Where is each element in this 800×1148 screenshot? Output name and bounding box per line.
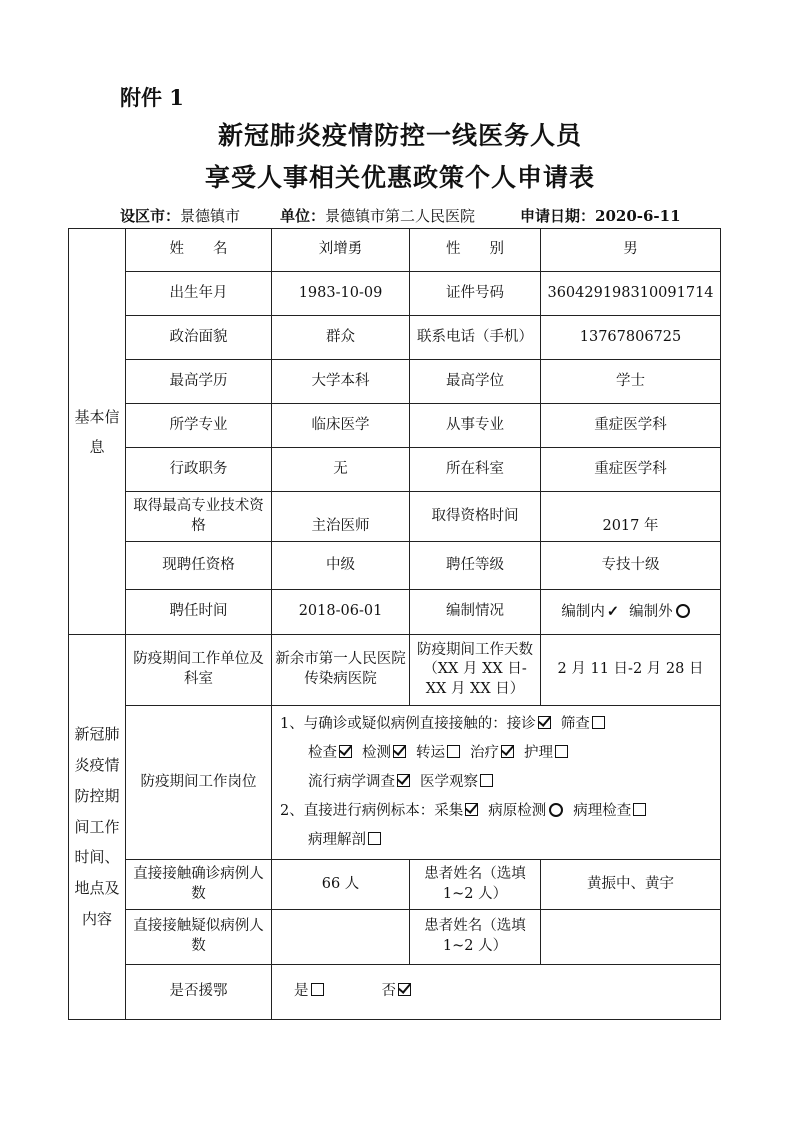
id-label: 证件号码 [410,272,541,316]
opt-yixue: 医学观察 [420,774,478,790]
opt-huli: 护理 [524,745,553,761]
attachment-label: 附件 1 [120,85,184,110]
work-major-value: 重症医学科 [541,404,721,448]
opt-caiji: 采集 [434,803,464,819]
grade-label: 聘任等级 [410,542,541,590]
checkbox-checked-icon [339,745,352,758]
hire-time-label: 聘任时间 [126,590,272,635]
opt-jiepou: 病理解剖 [308,832,366,848]
confirmed-label: 直接接触确诊病例人数 [126,860,272,910]
qual-time-label: 取得资格时间 [410,492,541,542]
checkbox-checked-icon [398,983,411,996]
epidemic-post-label: 防疫期间工作岗位 [126,706,272,860]
post-line4-prefix: 2、直接进行病例标本： [280,803,435,819]
dept-value: 重症医学科 [541,448,721,492]
checkbox-icon [480,774,493,787]
education-label: 最高学历 [126,360,272,404]
checkbox-checked-icon [538,716,551,729]
date-label: 申请日期： [520,207,596,225]
epidemic-post-options [272,706,721,860]
checkbox-icon [311,983,324,996]
checkbox-icon [555,745,568,758]
qual-time-value: 2017 年 [541,492,721,542]
staffing-out-label: 编制外 [629,603,673,620]
form-title-line2: 享受人事相关优惠政策个人申请表 [204,163,595,192]
suspected-patient-label: 患者姓名（选填 1~2 人） [410,910,541,965]
checkbox-checked-icon [397,774,410,787]
date-value: 2020-6-11 [595,207,681,225]
checkbox-checked-icon [393,745,406,758]
phone-value: 13767806725 [541,316,721,360]
staffing-value [541,590,721,635]
hubei-label: 是否援鄂 [126,965,272,1020]
qual-value: 主治医师 [272,492,410,542]
form-title-line1: 新冠肺炎疫情防控一线医务人员 [217,121,582,150]
opt-bingyuan: 病原检测 [488,803,547,819]
major-label: 所学专业 [126,404,272,448]
yes-label: 是 [294,983,309,1000]
admin-value: 无 [272,448,410,492]
unit-value: 景德镇市第二人民医院 [325,207,476,225]
checkbox-icon [447,745,460,758]
opt-jiancha: 检查 [308,745,337,761]
confirmed-value: 66 人 [272,860,410,910]
filled-circle-icon [676,604,690,618]
opt-bingli: 病理检查 [573,803,632,819]
opt-zhiliao: 治疗 [470,745,499,761]
hire-time-value: 2018-06-01 [272,590,410,635]
confirmed-patients-value: 黄振中、黄宇 [541,860,721,910]
staffing-in-label: 编制内 [561,603,605,620]
degree-label: 最高学位 [410,360,541,404]
checkbox-icon [368,832,381,845]
epidemic-days-value: 2 月 11 日-2 月 28 日 [541,635,721,706]
suspected-label: 直接接触疑似病例人数 [126,910,272,965]
opt-shaicha: 筛查 [560,716,590,732]
checkbox-checked-icon [465,803,478,816]
major-value: 临床医学 [272,404,410,448]
epidemic-unit-label: 防疫期间工作单位及科室 [126,635,272,706]
education-value: 大学本科 [272,360,410,404]
application-form [68,228,721,1020]
grade-value: 专技十级 [541,542,721,590]
opt-jiance: 检测 [362,745,391,761]
name-value: 刘增勇 [272,229,410,272]
staffing-label: 编制情况 [410,590,541,635]
dept-label: 所在科室 [410,448,541,492]
district-value: 景德镇市 [180,207,241,225]
gender-label: 性 别 [410,229,541,272]
name-label: 姓 名 [126,229,272,272]
qual-label: 取得最高专业技术资格 [126,492,272,542]
suspected-value [272,910,410,965]
opt-jiezhen: 接诊 [506,716,536,732]
checkbox-checked-icon [501,745,514,758]
confirmed-patient-label: 患者姓名（选填 1~2 人） [410,860,541,910]
current-qual-label: 现聘任资格 [126,542,272,590]
hubei-options [272,965,721,1020]
epidemic-days-label: 防疫期间工作天数（XX 月 XX 日-XX 月 XX 日） [410,635,541,706]
district-label: 设区市： [120,207,181,225]
checkbox-icon [633,803,646,816]
work-major-label: 从事专业 [410,404,541,448]
current-qual-value: 中级 [272,542,410,590]
admin-label: 行政职务 [126,448,272,492]
no-label: 否 [381,983,396,1000]
political-label: 政治面貌 [126,316,272,360]
unit-label: 单位： [280,207,326,225]
epidemic-unit-value: 新余市第一人民医院传染病医院 [272,635,410,706]
filled-circle-icon [549,803,563,817]
opt-zhuanyun: 转运 [416,745,445,761]
id-value: 360429198310091714 [541,272,721,316]
opt-liuxing: 流行病学调查 [308,774,395,790]
phone-label: 联系电话（手机） [410,316,541,360]
gender-value: 男 [541,229,721,272]
birth-value: 1983-10-09 [272,272,410,316]
basic-section-label: 基本信息 [69,229,126,635]
post-line1-prefix: 1、与确诊或疑似病例直接接触的： [280,716,507,732]
degree-value: 学士 [541,360,721,404]
suspected-patients-value [541,910,721,965]
birth-label: 出生年月 [126,272,272,316]
checkbox-icon [592,716,605,729]
check-mark-icon: ✓ [606,602,620,620]
political-value: 群众 [272,316,410,360]
epidemic-section-label: 新冠肺炎疫情防控期间工作时间、地点及内容 [69,635,126,1020]
